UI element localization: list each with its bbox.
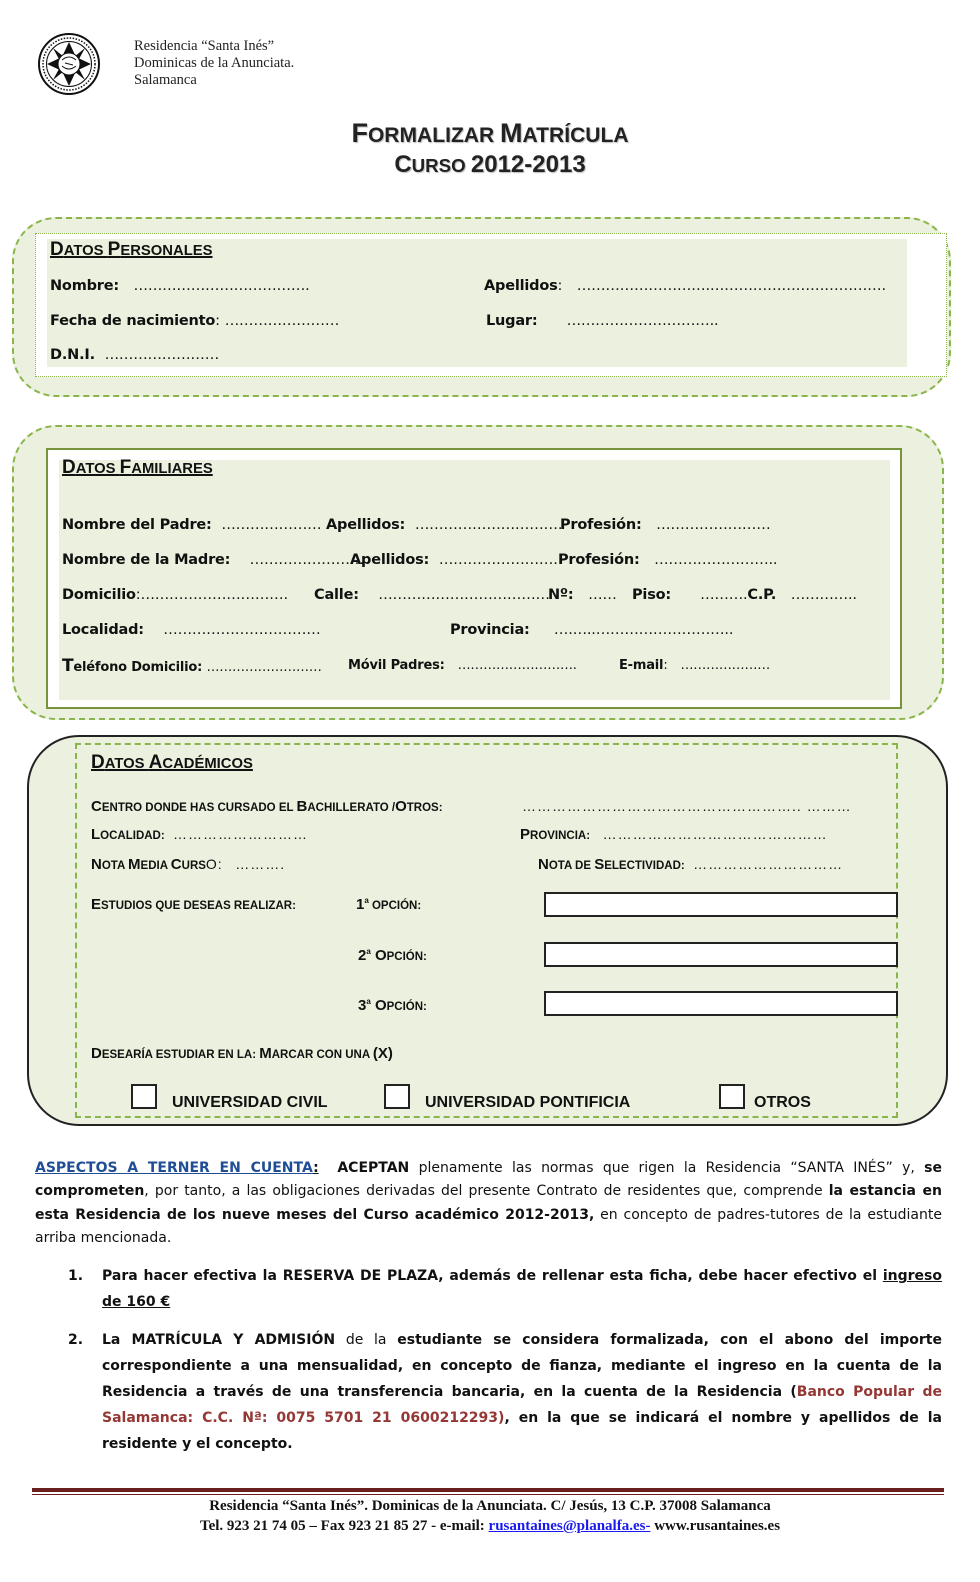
piso-blank[interactable]: ………. bbox=[700, 587, 748, 603]
universidad-pontificia-checkbox[interactable] bbox=[384, 1084, 410, 1109]
padre-apellidos-label: Apellidos: bbox=[326, 517, 406, 533]
padre-nombre-field[interactable] bbox=[62, 517, 321, 533]
madre-profesion-blank[interactable]: …………………….. bbox=[654, 552, 778, 568]
madre-apellidos-blank[interactable]: ……………………. bbox=[438, 552, 558, 568]
movil-blank[interactable]: ………………………. bbox=[457, 658, 577, 673]
nombre-blank[interactable]: ………………………………. bbox=[133, 278, 310, 294]
title-smallcaps: ATRÍCULA bbox=[522, 124, 629, 147]
fecha-nacimiento-field[interactable]: Fecha de nacimiento: …………………… bbox=[50, 313, 340, 329]
nombre-field[interactable] bbox=[50, 278, 310, 294]
universidad-civil-checkbox[interactable] bbox=[131, 1084, 157, 1109]
telefono-label: eléfono Domicilio: bbox=[73, 660, 203, 675]
numero-label: Nº: bbox=[548, 587, 574, 603]
padre-profesion-field[interactable] bbox=[560, 517, 771, 533]
nota-selectividad-field[interactable]: NOTA DE SELECTIVIDAD: ………………………… bbox=[538, 856, 844, 873]
org-city: Salamanca bbox=[134, 72, 197, 88]
madre-apellidos-label: Apellidos: bbox=[350, 552, 430, 568]
lugar-blank[interactable]: ………………………….. bbox=[566, 313, 719, 329]
nota-selectividad-blank[interactable]: ………………………… bbox=[693, 856, 844, 872]
nota-media-blank[interactable]: ………. bbox=[235, 856, 286, 872]
movil-field[interactable] bbox=[348, 658, 577, 673]
aspectos-heading: ASPECTOS A TERNER EN CUENTA bbox=[35, 1160, 314, 1176]
academic-data-heading: DATOS ACADÉMICOS bbox=[91, 752, 253, 773]
email-blank[interactable]: ………………… bbox=[680, 658, 771, 673]
email-field[interactable]: E-mail: ………………… bbox=[619, 658, 771, 673]
option-2-label: 2$^a$ OPCIÓN: bbox=[358, 947, 427, 964]
padre-nombre-label: Nombre del Padre: bbox=[62, 517, 212, 533]
familia-provincia-blank[interactable]: ….…..……………………….. bbox=[553, 622, 734, 638]
footer-rule bbox=[32, 1488, 944, 1492]
academic-provincia-blank[interactable]: ……………………………………… bbox=[602, 826, 828, 842]
nombre-label: Nombre: bbox=[50, 278, 119, 294]
familia-localidad-blank[interactable]: …………………………… bbox=[163, 622, 321, 638]
title-cap: M bbox=[500, 118, 523, 148]
madre-nombre-label: Nombre de la Madre: bbox=[62, 552, 231, 568]
title-cap: F bbox=[351, 118, 368, 148]
dni-blank[interactable]: …………………… bbox=[104, 347, 220, 363]
familia-provincia-field[interactable] bbox=[450, 622, 733, 638]
seal-icon bbox=[36, 33, 102, 95]
padre-apellidos-blank[interactable]: …………………………. bbox=[414, 517, 563, 533]
condition-item-2: 2. La MATRÍCULA Y ADMISIÓN de la estudiante se considera formalizada, con el abono del importe correspondiente a una mensualidad, en concepto de fianza, mediante el ingreso en la cuenta de la Residencia a través de una transferencia bancaria, en la cuenta de la Residencia (Banco Popular de Salamanca: C.C. Nª: 0075 5701 21 0600212293), en la que se indicará el nombre y apellidos de la residente y el concepto. bbox=[68, 1327, 942, 1457]
academic-provincia-field[interactable]: PROVINCIA: ……………………………………… bbox=[520, 826, 828, 843]
madre-nombre-blank[interactable]: …………………… bbox=[249, 552, 365, 568]
calle-blank[interactable]: ……………………………… bbox=[378, 587, 550, 603]
personal-data-heading: DATOS PERSONALES bbox=[50, 239, 213, 260]
apellidos-field[interactable]: Apellidos: ……………………….………………………………. bbox=[484, 278, 886, 294]
apellidos-label: Apellidos bbox=[484, 278, 558, 294]
padre-apellidos-field[interactable] bbox=[326, 517, 562, 533]
centro-field[interactable]: CENTRO DONDE HAS CURSADO EL BACHILLERATO /OTROS: bbox=[91, 798, 443, 815]
lugar-field[interactable] bbox=[486, 313, 718, 329]
organization-block bbox=[134, 38, 294, 89]
domicilio-blank[interactable]: …………………………. bbox=[140, 587, 288, 603]
movil-label: Móvil Padres: bbox=[348, 658, 445, 673]
universidad-civil-label: UNIVERSIDAD CIVIL bbox=[172, 1094, 328, 1111]
fecha-nacimiento-blank[interactable]: …………………… bbox=[224, 313, 340, 329]
footer-website: www.rusantaines.es bbox=[650, 1518, 781, 1534]
centro-blank[interactable]: ……………………………………………….. ……… bbox=[522, 798, 852, 814]
cp-blank[interactable]: ………….. bbox=[790, 587, 857, 603]
madre-profesion-label: Profesión: bbox=[558, 552, 640, 568]
subtitle-cap: C bbox=[394, 151, 412, 178]
org-name: Residencia “Santa Inés” bbox=[134, 38, 275, 54]
footer-email-link[interactable]: rusantaines@planalfa.es- bbox=[488, 1518, 651, 1534]
familia-localidad-field[interactable] bbox=[62, 622, 321, 638]
padre-profesion-label: Profesión: bbox=[560, 517, 642, 533]
option-3-label: 3$^a$ OPCIÓN: bbox=[358, 997, 427, 1014]
telefono-field[interactable] bbox=[62, 656, 322, 676]
bank-account: Banco Popular de Salamanca: C.C. Nª: 0075 5701 21 0600212293) bbox=[102, 1384, 942, 1426]
domicilio-label: Domicilio bbox=[62, 587, 136, 603]
lugar-label: Lugar: bbox=[486, 313, 538, 329]
dni-label: D.N.I. bbox=[50, 347, 95, 363]
calle-label: Calle: bbox=[314, 587, 359, 603]
option-3-input[interactable] bbox=[544, 991, 898, 1016]
padre-nombre-blank[interactable]: ………………… bbox=[221, 517, 322, 533]
cp-label: C.P. bbox=[747, 587, 777, 603]
nota-media-field[interactable]: NOTA MEDIA CURSO: ………. bbox=[91, 856, 286, 873]
numero-field[interactable] bbox=[548, 587, 617, 603]
telefono-cap: T bbox=[62, 656, 74, 676]
org-order: Dominicas de la Anunciata. bbox=[134, 55, 295, 71]
madre-profesion-field[interactable] bbox=[558, 552, 777, 568]
list-number: 2. bbox=[68, 1332, 84, 1348]
fecha-nacimiento-label: Fecha de nacimiento bbox=[50, 313, 216, 329]
familia-localidad-label: Localidad: bbox=[62, 622, 144, 638]
academic-localidad-field[interactable]: LOCALIDAD: ……………………… bbox=[91, 826, 309, 843]
title-smallcaps: ORMALIZAR bbox=[367, 124, 501, 147]
course-year: 2012-2013 bbox=[470, 151, 586, 178]
subtitle-smallcaps: URSO bbox=[411, 155, 471, 176]
page-subtitle bbox=[0, 151, 980, 179]
telefono-blank[interactable]: ……………………… bbox=[206, 660, 322, 675]
option-2-input[interactable] bbox=[544, 942, 898, 967]
domicilio-field[interactable]: Domicilio:…………………………. bbox=[62, 587, 288, 603]
estudios-label: ESTUDIOS QUE DESEAS REALIZAR: bbox=[91, 896, 296, 913]
desearia-label: DESEARÍA ESTUDIAR EN LA: MARCAR CON UNA (X) bbox=[91, 1045, 393, 1062]
residence-seal-logo bbox=[36, 33, 102, 95]
option-1-input[interactable] bbox=[544, 892, 898, 917]
numero-blank[interactable]: …… bbox=[588, 587, 617, 603]
email-label: E-mail bbox=[619, 658, 664, 673]
padre-profesion-blank[interactable]: …………………… bbox=[656, 517, 771, 533]
footer-address: Residencia “Santa Inés”. Dominicas de la Anunciata. C/ Jesús, 13 C.P. 37008 Salamanca bbox=[209, 1498, 771, 1514]
option-1-label: 1$^a$ OPCIÓN: bbox=[356, 896, 422, 913]
footer-phone-fax: Tel. 923 21 74 05 – Fax 923 21 85 27 - e-mail: bbox=[199, 1518, 489, 1534]
page-title bbox=[0, 118, 980, 149]
madre-apellidos-field[interactable] bbox=[350, 552, 558, 568]
list-number: 1. bbox=[68, 1268, 84, 1284]
footer-contact bbox=[0, 1518, 980, 1535]
calle-field[interactable] bbox=[314, 587, 550, 603]
aspectos-paragraph: ASPECTOS A TERNER EN CUENTA: ACEPTAN plenamente las normas que rigen la Residencia “SANTA INÉS” y, se comprometen, por tanto, a las obligaciones derivadas del presente Contrato de residentes que, comprende la estancia en esta Residencia de los nueve meses del Curso académico 2012-2013, en concepto de padres-tutores de la estudiante arriba mencionada. bbox=[35, 1160, 942, 1246]
condition-item-1: 1. Para hacer efectiva la RESERVA DE PLAZA, además de rellenar esta ficha, debe hacer efectivo el ingreso de 160 € bbox=[68, 1263, 942, 1315]
apellidos-blank[interactable]: ……………………….………………………………. bbox=[576, 278, 886, 294]
footer-rule-thin bbox=[32, 1494, 944, 1495]
dni-field[interactable] bbox=[50, 347, 219, 363]
piso-label: Piso: bbox=[632, 587, 671, 603]
otros-checkbox[interactable] bbox=[719, 1084, 745, 1109]
universidad-pontificia-label: UNIVERSIDAD PONTIFICIA bbox=[425, 1094, 631, 1111]
family-data-heading: DATOS FAMILIARES bbox=[62, 457, 213, 478]
piso-field[interactable] bbox=[632, 587, 857, 603]
madre-nombre-field[interactable] bbox=[62, 552, 364, 568]
familia-provincia-label: Provincia: bbox=[450, 622, 530, 638]
academic-localidad-blank[interactable]: ……………………… bbox=[173, 826, 309, 842]
otros-label: OTROS bbox=[754, 1094, 811, 1111]
